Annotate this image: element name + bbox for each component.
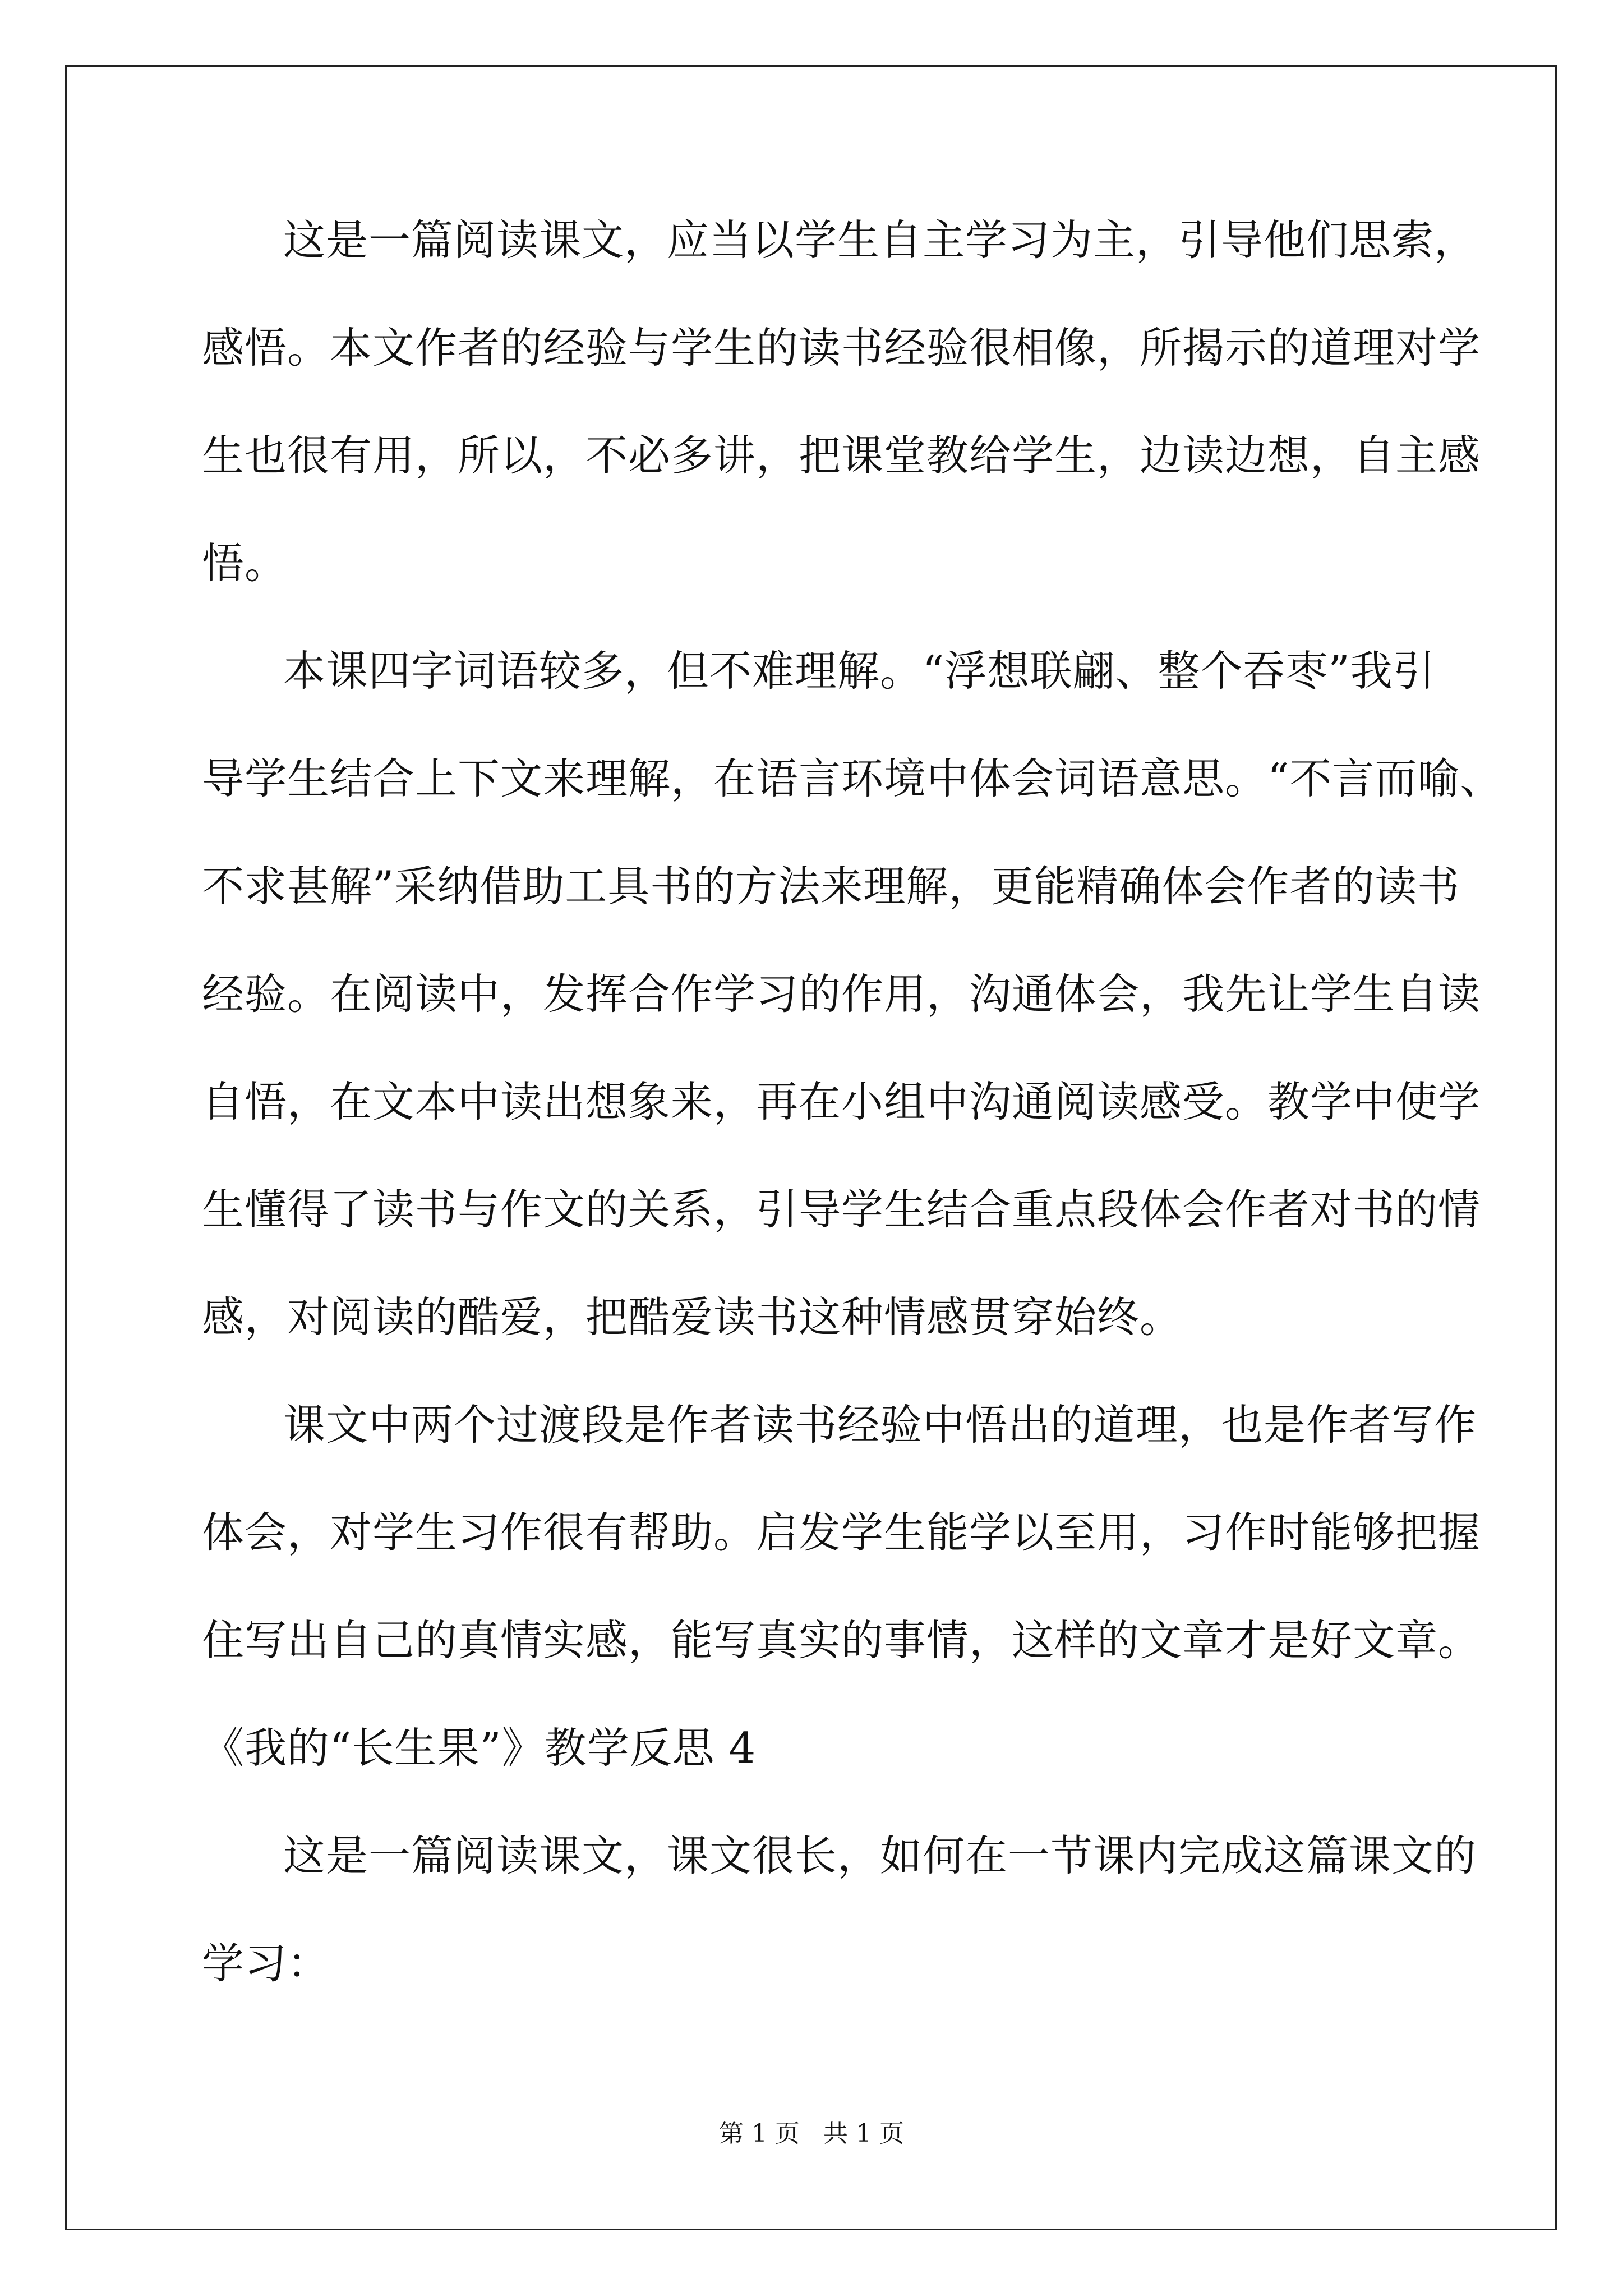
- paragraph-1-line-2: 感悟。本文作者的经验与学生的读书经验很相像，所揭示的道理对学: [202, 323, 1481, 372]
- section-heading: 《我的“长生果”》教学反思 4: [202, 1723, 757, 1773]
- page-footer: 第 1 页 共 1 页: [719, 2119, 904, 2148]
- paragraph-1-line-4: 悟。: [202, 539, 288, 588]
- paragraph-4-line-1: 这是一篇阅读课文，课文很长，如何在一节课内完成这篇课文的: [283, 1831, 1477, 1880]
- paragraph-2-line-5: 自悟，在文本中读出想象来，再在小组中沟通阅读感受。教学中使学: [202, 1077, 1481, 1126]
- paragraph-4-line-2: 学习：: [202, 1939, 330, 1988]
- paragraph-3-line-1: 课文中两个过渡段是作者读书经验中悟出的道理，也是作者写作: [283, 1400, 1477, 1450]
- paragraph-2-line-7: 感，对阅读的酷爱，把酷爱读书这种情感贯穿始终。: [202, 1292, 1183, 1342]
- paragraph-2-line-4: 经验。在阅读中，发挥合作学习的作用，沟通体会，我先让学生自读: [202, 969, 1481, 1019]
- paragraph-2-line-1: 本课四字词语较多，但不难理解。“浮想联翩、整个吞枣”我引: [283, 646, 1436, 696]
- paragraph-1-line-3: 生也很有用，所以，不必多讲，把课堂教给学生，边读边想，自主感: [202, 431, 1481, 480]
- paragraph-3-line-3: 住写出自己的真情实感，能写真实的事情，这样的文章才是好文章。: [202, 1616, 1481, 1665]
- page-border: [65, 65, 1557, 2230]
- paragraph-2-line-6: 生懂得了读书与作文的关系，引导学生结合重点段体会作者对书的情: [202, 1185, 1481, 1234]
- paragraph-3-line-2: 体会，对学生习作很有帮助。启发学生能学以至用，习作时能够把握: [202, 1508, 1481, 1557]
- paragraph-2-line-3: 不求甚解”采纳借助工具书的方法来理解，更能精确体会作者的读书: [202, 862, 1460, 911]
- paragraph-2-line-2: 导学生结合上下文来理解，在语言环境中体会词语意思。“不言而喻、: [202, 754, 1503, 803]
- paragraph-1-line-1: 这是一篇阅读课文，应当以学生自主学习为主，引导他们思索，: [283, 215, 1477, 265]
